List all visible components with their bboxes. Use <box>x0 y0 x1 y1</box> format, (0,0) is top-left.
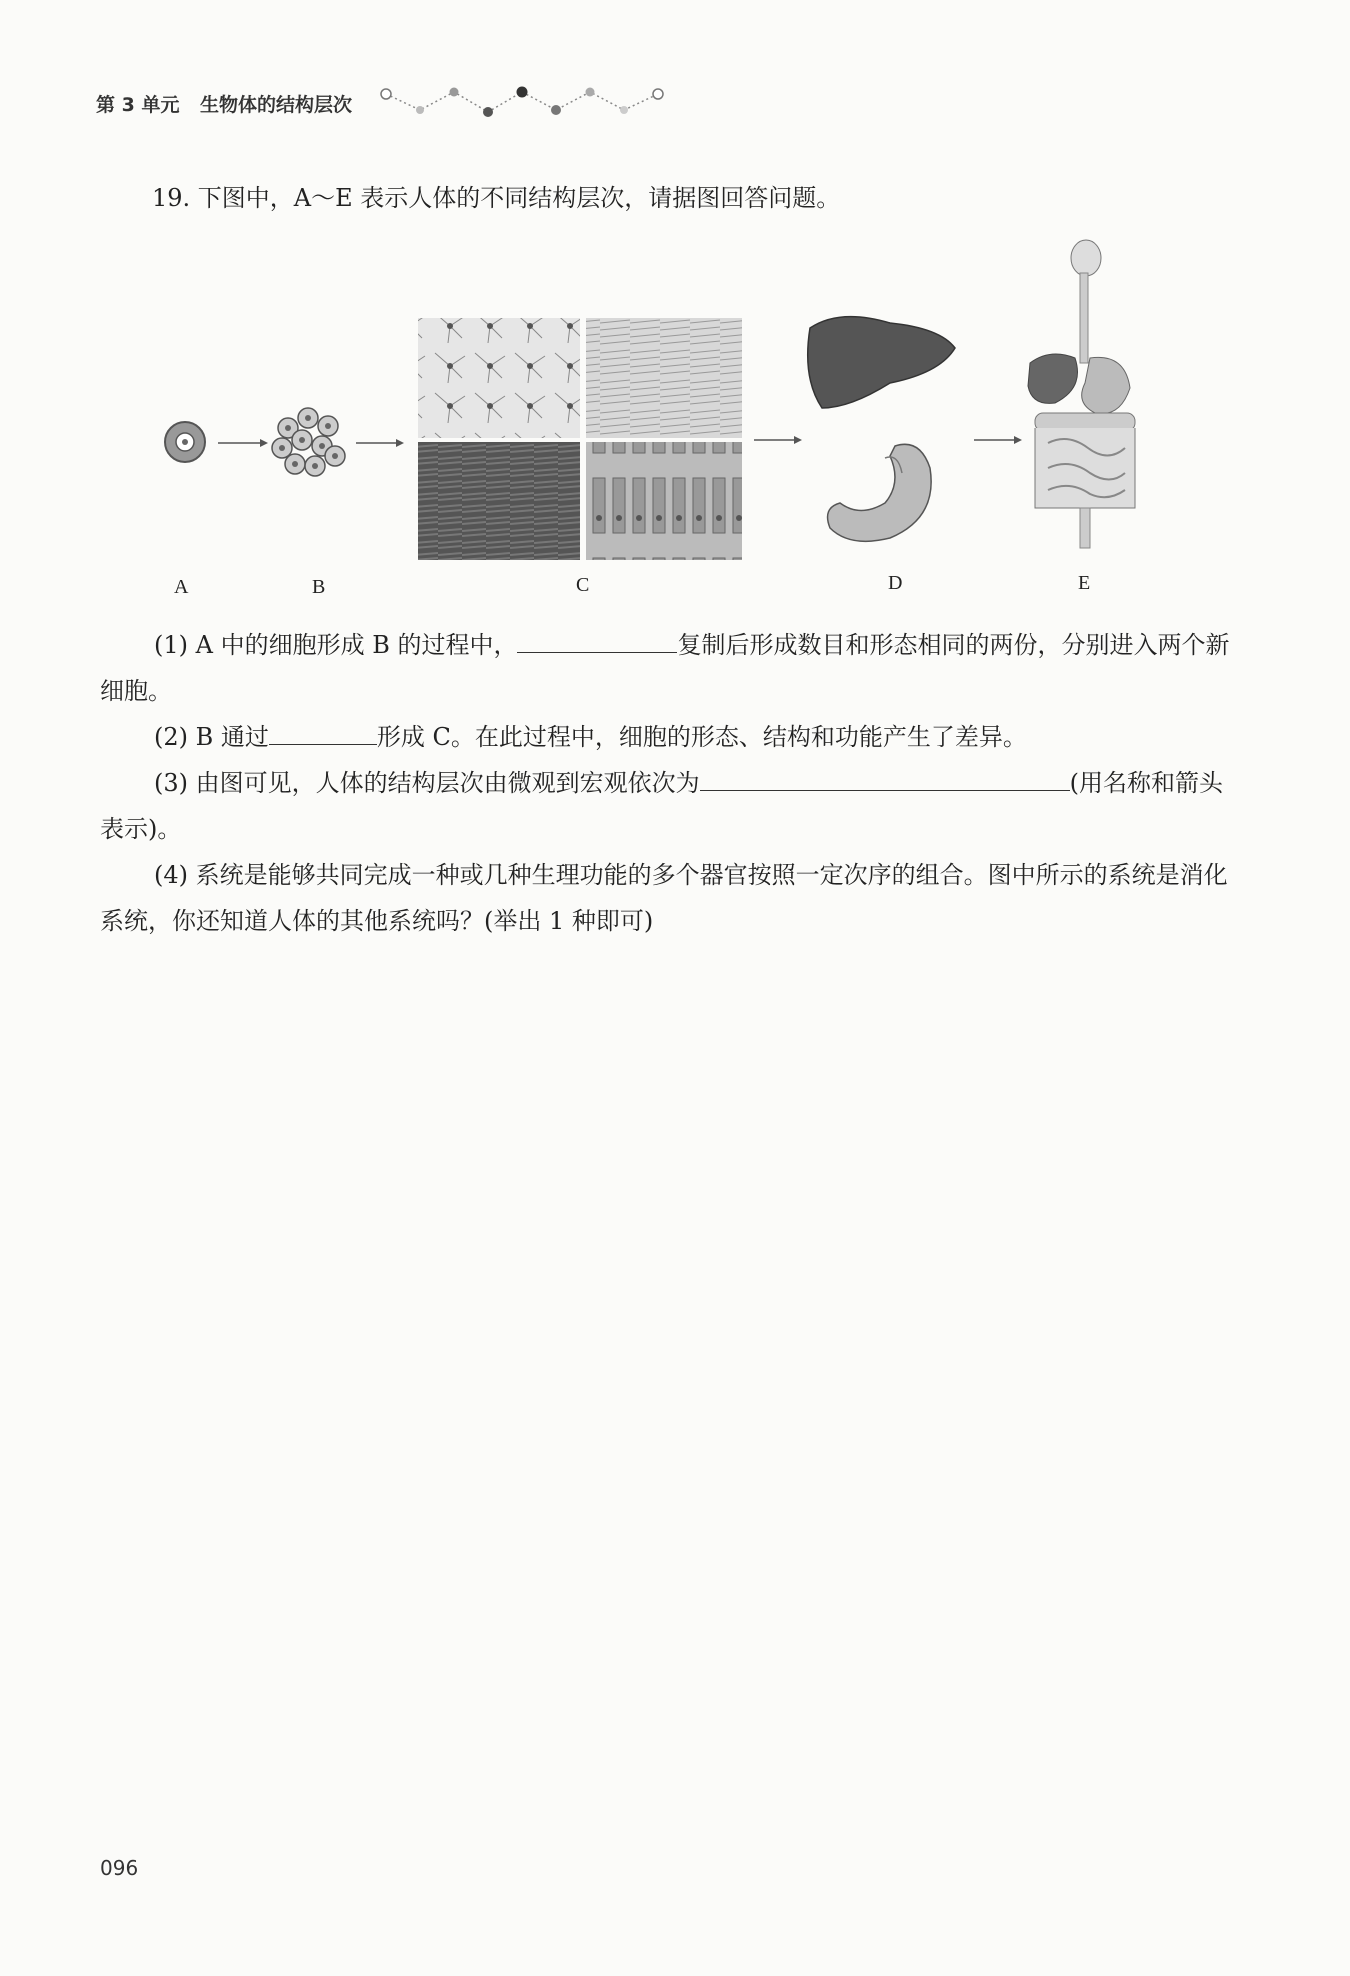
label-d: D <box>888 572 903 594</box>
cell-a <box>165 422 205 462</box>
page-number: 096 <box>100 1856 139 1880</box>
figure-drawing <box>150 228 1150 608</box>
label-a: A <box>174 576 189 598</box>
sub-questions <box>100 622 1230 944</box>
answer-blank-3[interactable] <box>700 764 1070 791</box>
system-e <box>1028 240 1135 548</box>
answer-blank-2[interactable] <box>269 718 377 745</box>
unit-label: 第 3 单元 <box>96 94 180 116</box>
structure-levels-figure <box>150 228 1150 608</box>
organ-d <box>808 317 955 542</box>
tissue-c <box>418 318 742 560</box>
label-c: C <box>576 574 590 596</box>
label-b: B <box>312 576 326 598</box>
label-e: E <box>1078 572 1091 594</box>
answer-blank-1[interactable] <box>517 626 677 653</box>
unit-title: 生物体的结构层次 <box>200 94 353 116</box>
question-stem: 19. 下图中，A～E 表示人体的不同结构层次，请据图回答问题。 <box>152 184 841 212</box>
sub-question-3: (3) 由图可见，人体的结构层次由微观到宏观依次为 (用名称和箭头表示)。 <box>100 760 1230 852</box>
header-dot-ornament <box>380 84 760 124</box>
sub-question-4: (4) 系统是能够共同完成一种或几种生理功能的多个器官按照一定次序的组合。图中所示的系统是消化系统，你还知道人体的其他系统吗？(举出 1 种即可) <box>100 861 1228 935</box>
sub-question-2: (2) B 通过 形成 C。在此过程中，细胞的形态、结构和功能产生了差异。 <box>100 714 1230 760</box>
sub-question-1: (1) A 中的细胞形成 B 的过程中， 复制后形成数目和形态相同的两份，分别进入两个新细胞。 <box>100 622 1230 714</box>
